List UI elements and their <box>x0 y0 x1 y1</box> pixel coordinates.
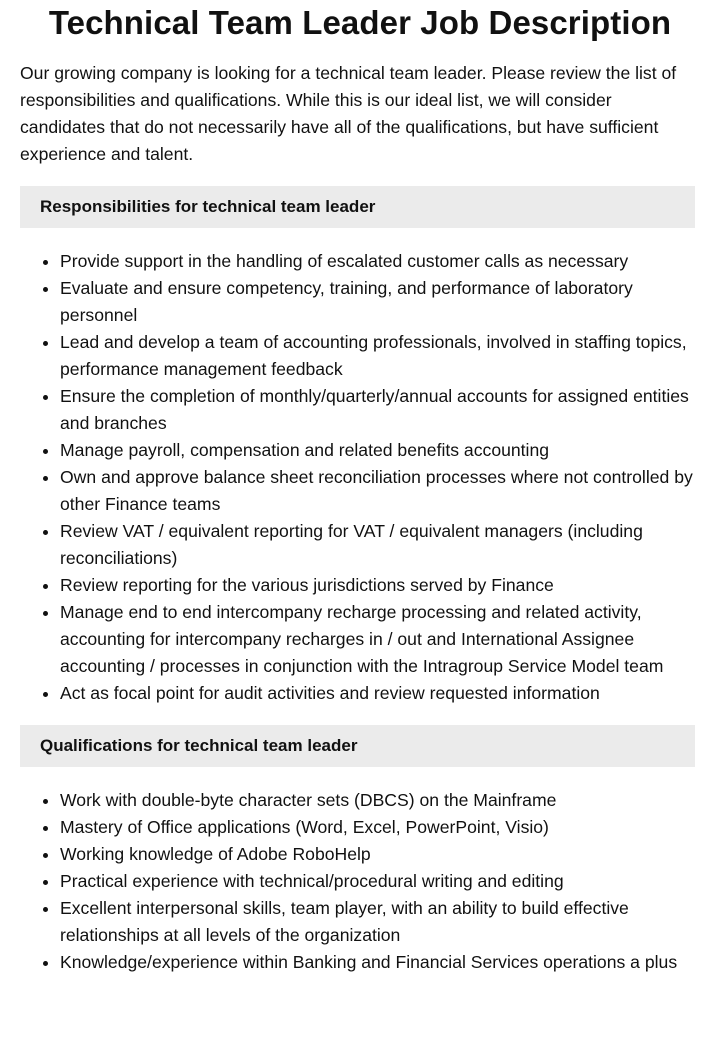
list-item: • Evaluate and ensure competency, training, and performance of laboratory personnel <box>60 275 700 329</box>
qualifications-list <box>0 787 700 976</box>
section-heading: Qualifications for technical team leader <box>20 725 695 767</box>
list-item: • Review VAT / equivalent reporting for VAT / equivalent managers (including reconciliations) <box>60 518 700 572</box>
responsibilities-list <box>0 248 700 707</box>
section-heading: Responsibilities for technical team leader <box>20 186 695 228</box>
responsibilities-section <box>0 186 720 707</box>
list-item: • Mastery of Office applications (Word, Excel, PowerPoint, Visio) <box>60 814 700 841</box>
list-item: • Work with double-byte character sets (DBCS) on the Mainframe <box>60 787 700 814</box>
list-item: • Lead and develop a team of accounting professionals, involved in staffing topics, performance management feedback <box>60 329 700 383</box>
list-item: • Manage payroll, compensation and related benefits accounting <box>60 437 700 464</box>
list-item: • Practical experience with technical/procedural writing and editing <box>60 868 700 895</box>
list-item: • Act as focal point for audit activities and review requested information <box>60 680 700 707</box>
list-item: • Excellent interpersonal skills, team player, with an ability to build effective relationships at all levels of the organization <box>60 895 700 949</box>
page-title: Technical Team Leader Job Description <box>48 4 672 41</box>
list-item: • Provide support in the handling of escalated customer calls as necessary <box>60 248 700 275</box>
list-item: • Ensure the completion of monthly/quarterly/annual accounts for assigned entities and branches <box>60 383 700 437</box>
qualifications-section <box>0 725 720 976</box>
list-item: • Manage end to end intercompany recharge processing and related activity, accounting for intercompany recharges in / out and International Assignee accounting / processes in conjunction with the Intragroup Service Model team <box>60 599 700 680</box>
list-item: • Review reporting for the various jurisdictions served by Finance <box>60 572 700 599</box>
list-item: • Own and approve balance sheet reconciliation processes where not controlled by other Finance teams <box>60 464 700 518</box>
list-item: • Knowledge/experience within Banking and Financial Services operations a plus <box>60 949 700 976</box>
list-item: • Working knowledge of Adobe RoboHelp <box>60 841 700 868</box>
intro-paragraph: Our growing company is looking for a technical team leader. Please review the list of responsibilities and qualifications. While this is our ideal list, we will consider candidates that do not necessarily have all of the qualifications, but have sufficient experience and talent. <box>20 63 677 164</box>
